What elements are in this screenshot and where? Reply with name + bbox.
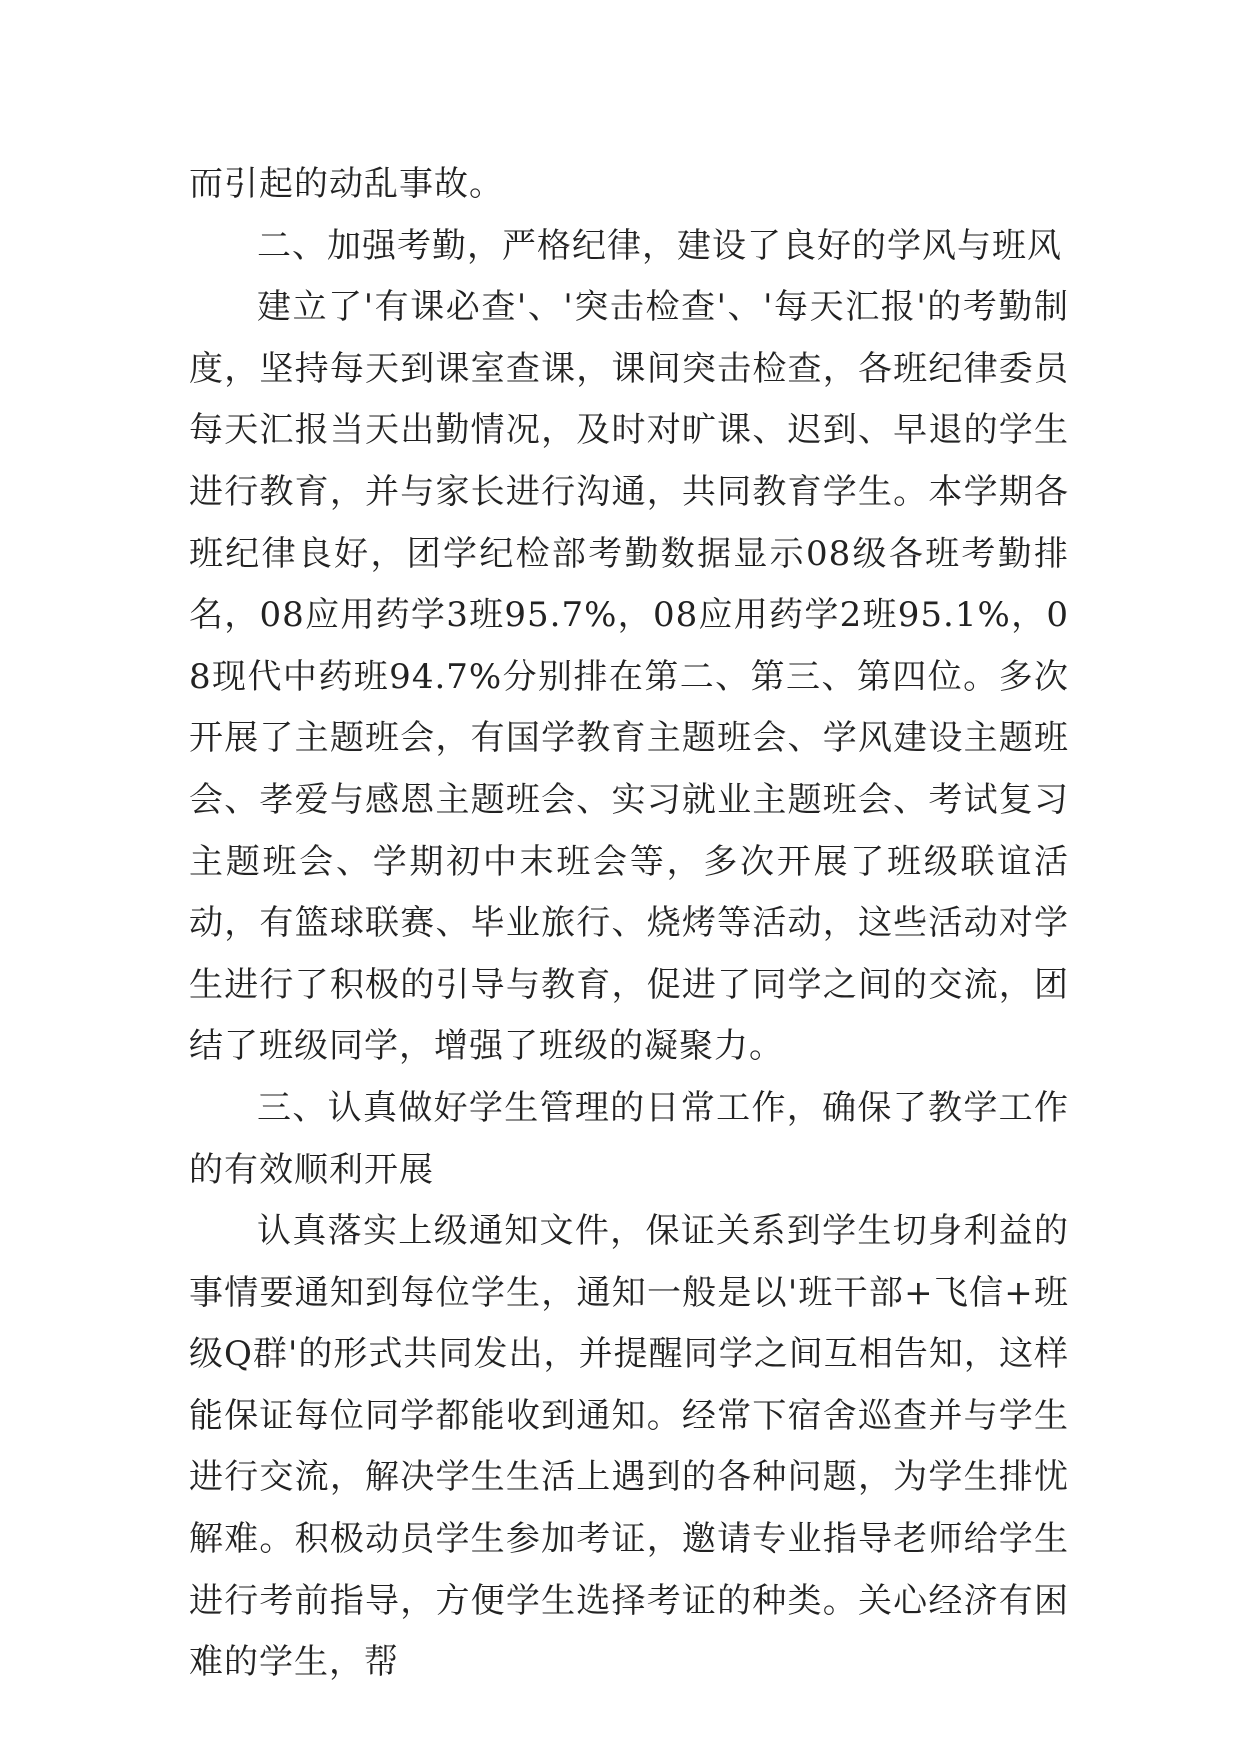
section-heading-3: 三、认真做好学生管理的日常工作，确保了教学工作的有效顺利开展: [189, 1087, 1069, 1190]
paragraph-attendance: 建立了'有课必查'、'突击检查'、'每天汇报'的考勤制度，坚持每天到课室查课，课间突击检查，各班纪律委员每天汇报当天出勤情况，及时对旷课、迟到、早退的学生进行教育，并与家长进行沟通，共同教育学生。本学期各班纪律良好，团学纪检部考勤数据显示08级各班考勤排名，08应用药学3班95.7%，08应用药学2班95.1%，08现代中药班94.7%分别排在第二、第三、第四位。多次开展了主题班会，有国学教育主题班会、学风建设主题班会、孝爱与感恩主题班会、实习就业主题班会、考试复习主题班会、学期初中末班会等，多次开展了班级联谊活动，有篮球联赛、毕业旅行、烧烤等活动，这些活动对学生进行了积极的引导与教育，促进了同学之间的交流，团结了班级同学，增强了班级的凝聚力。: [189, 287, 1069, 1067]
paragraph-continuation: 而引起的动乱事故。: [189, 164, 504, 204]
paragraph-daily-management: 认真落实上级通知文件，保证关系到学生切身利益的事情要通知到每位学生，通知一般是以'班干部+飞信+班级Q群'的形式共同发出，并提醒同学之间互相告知，这样能保证每位同学都能收到通知。经常下宿舍巡查并与学生进行交流，解决学生生活上遇到的各种问题，为学生排忧解难。积极动员学生参加考证，邀请专业指导老师给学生进行考前指导，方便学生选择考证的种类。关心经济有困难的学生，帮: [189, 1211, 1069, 1683]
section-heading-2: 二、加强考勤，严格纪律，建设了良好的学风与班风: [257, 225, 1062, 266]
document-body: [189, 154, 1069, 1694]
